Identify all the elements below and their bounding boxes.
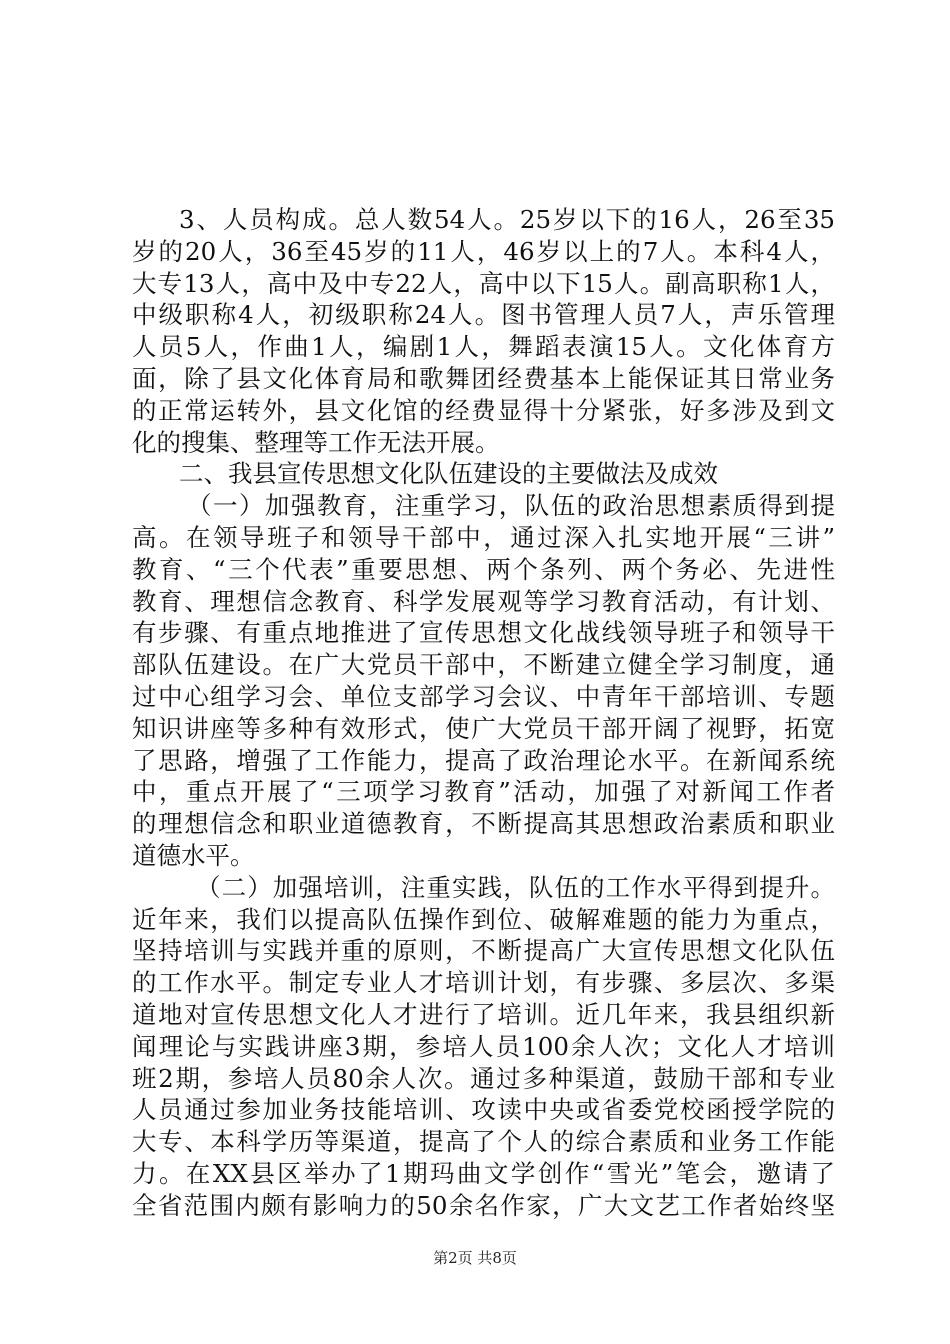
text-line: 部队伍建设。在广大党员干部中，不断建立健全学习制度，通 bbox=[132, 650, 835, 680]
section-heading bbox=[132, 458, 835, 490]
paragraph-staff-composition bbox=[132, 204, 835, 458]
text-line: 教育、“三个代表”重要思想、两个条列、两个务必、先进性 bbox=[132, 554, 835, 584]
text-line: 面，除了县文化体育局和歌舞团经费基本上能保证其日常业务 bbox=[132, 363, 835, 393]
text-line: 中级职称4人，初级职称24人。图书管理人员7人，声乐管理 bbox=[132, 300, 835, 330]
text-line: 教育、理想信念教育、科学发展观等学习教育活动，有计划、 bbox=[132, 586, 835, 616]
text-line: 力。在XX县区举办了1期玛曲文学创作“雪光”笔会，邀请了 bbox=[132, 1158, 835, 1188]
text-line: 全省范围内颇有影响力的50余名作家，广大文艺工作者始终坚 bbox=[132, 1190, 835, 1220]
page-footer bbox=[0, 1247, 950, 1268]
document-body bbox=[132, 204, 835, 1222]
text-line: 3、人员构成。总人数54人。25岁以下的16人，26至35 bbox=[179, 205, 835, 234]
text-line: （二）加强培训，注重实践，队伍的工作水平得到提升。 bbox=[196, 872, 835, 902]
text-line: 岁的20人，36至45岁的11人，46岁以上的7人。本科4人， bbox=[132, 236, 835, 266]
text-line: 闻理论与实践讲座3期，参培人员100余人次；文化人才培训 bbox=[132, 1031, 835, 1061]
text-line: 有步骤、有重点地推进了宣传思想文化战线领导班子和领导干 bbox=[132, 618, 835, 648]
text-line: 的工作水平。制定专业人才培训计划，有步骤、多层次、多渠 bbox=[132, 968, 835, 998]
text-line: 了思路，增强了工作能力，提高了政治理论水平。在新闻系统 bbox=[132, 745, 835, 775]
paragraph-training bbox=[132, 872, 835, 1222]
text-line: 道地对宣传思想文化人才进行了培训。近几年来，我县组织新 bbox=[132, 999, 835, 1029]
text-line: （一）加强教育，注重学习，队伍的政治思想素质得到提 bbox=[187, 491, 835, 521]
text-line: 近年来，我们以提高队伍操作到位、破解难题的能力为重点， bbox=[132, 904, 835, 934]
text-line: 道德水平。 bbox=[132, 840, 255, 870]
paragraph-education bbox=[132, 490, 835, 872]
text-line: 人员5人，作曲1人，编剧1人，舞蹈表演15人。文化体育方 bbox=[132, 332, 835, 362]
text-line: 人员通过参加业务技能培训、攻读中央或省委党校函授学院的 bbox=[132, 1095, 835, 1125]
text-line: 坚持培训与实践并重的原则，不断提高广大宣传思想文化队伍 bbox=[132, 936, 835, 966]
text-line: 的理想信念和职业道德教育，不断提高其思想政治素质和职业 bbox=[132, 809, 835, 839]
text-line: 大专、本科学历等渠道，提高了个人的综合素质和业务工作能 bbox=[132, 1127, 835, 1157]
text-line: 的正常运转外，县文化馆的经费显得十分紧张，好多涉及到文 bbox=[132, 395, 835, 425]
page-number: 第2页 共8页 bbox=[433, 1249, 517, 1267]
text-line: 知识讲座等多种有效形式，使广大党员干部开阔了视野，拓宽 bbox=[132, 713, 835, 743]
text-line: 大专13人，高中及中专22人，高中以下15人。副高职称1人， bbox=[132, 268, 835, 298]
text-line: 班2期，参培人员80余人次。通过多种渠道，鼓励干部和专业 bbox=[132, 1063, 835, 1093]
text-line: 过中心组学习会、单位支部学习会议、中青年干部培训、专题 bbox=[132, 681, 835, 711]
text-line: 中，重点开展了“三项学习教育”活动，加强了对新闻工作者 bbox=[132, 777, 835, 807]
text-line: 高。在领导班子和领导干部中，通过深入扎实地开展“三讲” bbox=[132, 522, 835, 552]
heading-text: 二、我县宣传思想文化队伍建设的主要做法及成效 bbox=[179, 459, 718, 489]
text-line: 化的搜集、整理等工作无法开展。 bbox=[132, 427, 500, 457]
